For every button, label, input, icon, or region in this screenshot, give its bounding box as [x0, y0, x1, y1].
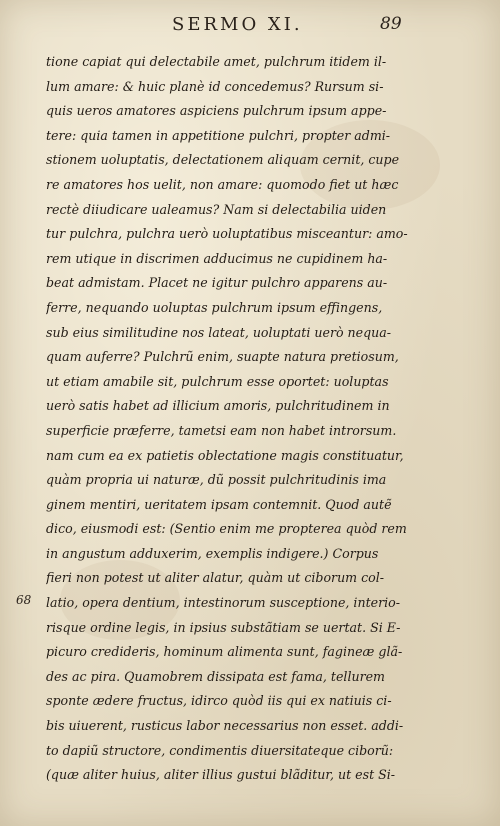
text-line: (quæ aliter huius, aliter illius gustui blãditur, ut est Si-	[46, 767, 396, 783]
text-line: lum amare: & huic planè id concedemus? Rursum si-	[46, 78, 384, 94]
text-line: latio, opera dentium, intestinorum susceptione, interio-	[46, 595, 400, 611]
text-line: superficie præferre, tametsi eam non habet introrsum.	[46, 422, 397, 438]
text-line: dico, eiusmodi est: (Sentio enim me propterea quòd rem	[46, 521, 407, 537]
text-line: uerò satis habet ad illicium amoris, pulchritudinem in	[46, 398, 390, 414]
text-line: bis uiuerent, rusticus labor necessarius non esset. addi-	[46, 718, 404, 734]
text-line: des ac pira. Quamobrem dissipata est fama, tellurem	[46, 668, 386, 684]
text-line: tione capiat qui delectabile amet, pulchrum itidem il-	[46, 54, 387, 69]
text-line: sub eius similitudine nos lateat, uoluptati uerò nequa-	[46, 324, 392, 340]
text-line: nam cum ea ex patietis oblectatione magis constituatur,	[46, 447, 404, 463]
text-line: ginem mentiri, ueritatem ipsam contemnit. Quod autẽ	[46, 496, 392, 512]
text-line: ut etiam amabile sit, pulchrum esse oportet: uoluptas	[46, 373, 389, 389]
text-line: beat admistam. Placet ne igitur pulchro apparens au-	[46, 275, 388, 291]
text-line: stionem uoluptatis, delectationem aliquam cernit, cupe	[46, 152, 400, 168]
text-line: quam auferre? Pulchrũ enim, suapte natura pretiosum,	[46, 349, 399, 365]
text-line: to dapiũ structore, condimentis diuersitateque ciborũ:	[46, 742, 394, 758]
text-line: sponte ædere fructus, idirco quòd iis qui ex natiuis ci-	[46, 693, 392, 709]
marginal-note: 68	[16, 593, 32, 607]
running-head-title: SERMO XI.	[172, 14, 303, 35]
text-line: quis ueros amatores aspiciens pulchrum ipsum appe-	[46, 103, 387, 119]
text-line: rem utique in discrimen adducimus ne cupidinem ha-	[46, 250, 388, 266]
text-line: rectè diiudicare ualeamus? Nam si delectabilia uiden	[46, 201, 387, 217]
page-number: 89	[380, 14, 402, 34]
text-line: quàm propria ui naturæ, dũ possit pulchritudinis ima	[46, 472, 387, 488]
text-line: re amatores hos uelit, non amare: quomodo fiet ut hæc	[46, 176, 399, 192]
text-line: tere: quia tamen in appetitione pulchri, propter admi-	[46, 127, 391, 143]
text-line: picuro credideris, hominum alimenta sunt, fagineæ glã-	[46, 644, 403, 660]
text-line: in angustum adduxerim, exemplis indigere.) Corpus	[46, 545, 379, 561]
text-line: tur pulchra, pulchra uerò uoluptatibus misceantur: amo-	[46, 226, 408, 242]
body-text	[46, 50, 466, 788]
text-line: ferre, nequando uoluptas pulchrum ipsum effingens,	[46, 299, 383, 315]
text-line: fieri non potest ut aliter alatur, quàm ut ciborum col-	[46, 570, 385, 586]
text-line: risque ordine legis, in ipsius substãtiam se uertat. Si E-	[46, 619, 401, 635]
